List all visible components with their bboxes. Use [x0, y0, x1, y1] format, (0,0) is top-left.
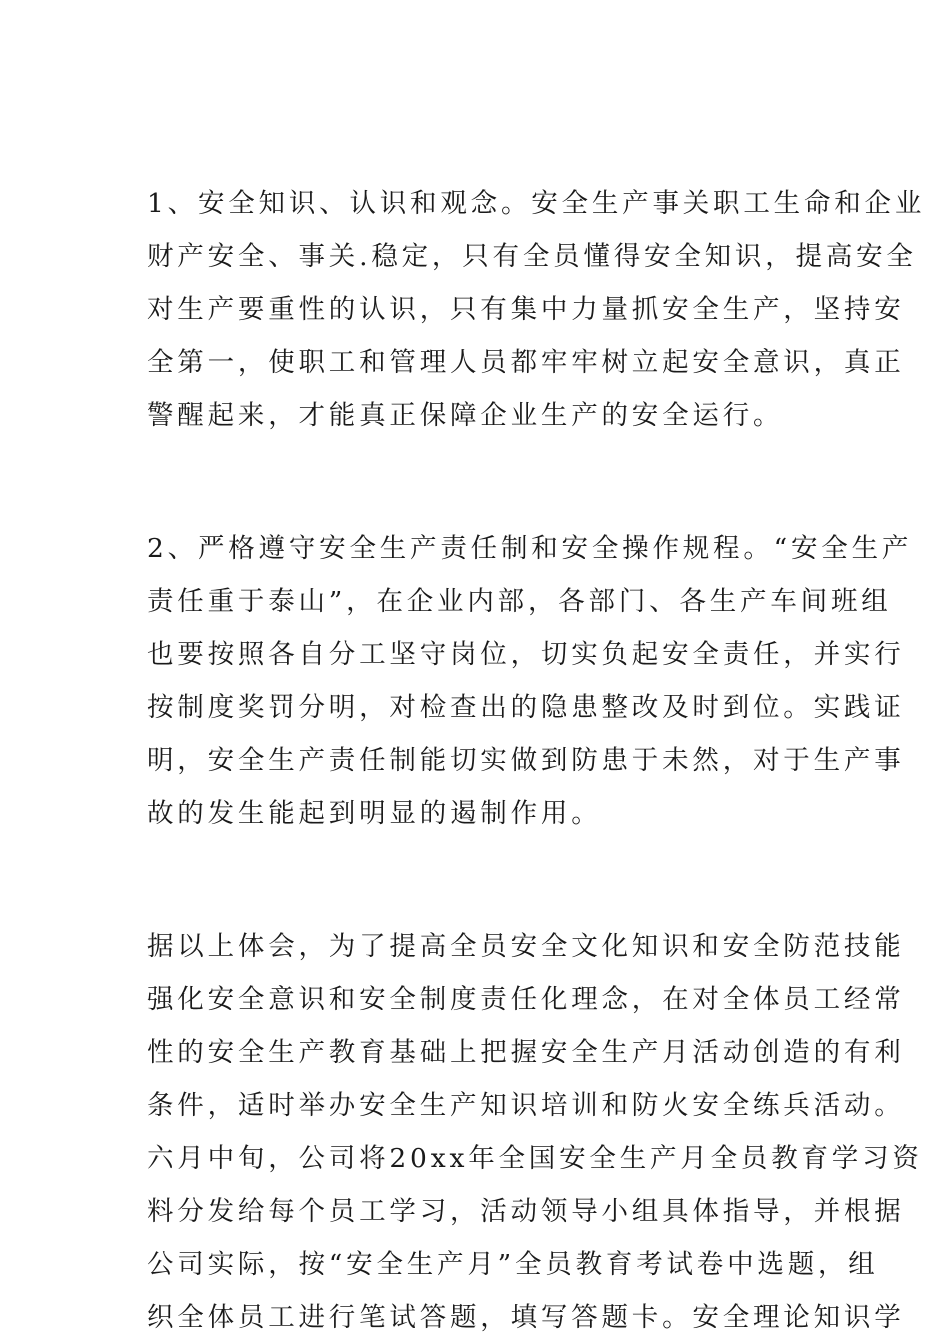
paragraph-line: 1、安全知识、认识和观念。安全生产事关职工生命和企业: [147, 188, 926, 219]
paragraph-line: 性的安全生产教育基础上把握安全生产月活动创造的有利: [147, 1037, 905, 1068]
paragraph-line: 强化安全意识和安全制度责任化理念，在对全体员工经常: [147, 984, 905, 1015]
paragraph-line: 织全体员工进行笔试答题，填写答题卡。安全理论知识学: [147, 1302, 905, 1333]
paragraph-line: 故的发生能起到明显的遏制作用。: [147, 798, 602, 829]
paragraph-line: 也要按照各自分工坚守岗位，切实负起安全责任，并实行: [147, 639, 905, 670]
paragraph-line: 全第一，使职工和管理人员都牢牢树立起安全意识，真正: [147, 347, 905, 378]
paragraph-line: 责任重于泰山”，在企业内部，各部门、各生产车间班组: [147, 586, 892, 617]
paragraph-2: [147, 522, 913, 840]
paragraph-line: 六月中旬，公司将20xx年全国安全生产月全员教育学习资: [147, 1143, 923, 1174]
paragraph-spacer: [147, 840, 807, 920]
paragraph-spacer: [147, 442, 807, 522]
paragraph-3: [147, 920, 923, 1344]
paragraph-line: 按制度奖罚分明，对检查出的隐患整改及时到位。实践证: [147, 692, 905, 723]
paragraph-line: 条件，适时举办安全生产知识培训和防火安全练兵活动。: [147, 1090, 905, 1121]
paragraph-line: 2、严格遵守安全生产责任制和安全操作规程。“安全生产: [147, 533, 913, 564]
paragraph-line: 公司实际，按“安全生产月”全员教育考试卷中选题，组: [147, 1249, 879, 1280]
document-body: [147, 177, 926, 1344]
paragraph-line: 明，安全生产责任制能切实做到防患于未然，对于生产事: [147, 745, 905, 776]
paragraph-line: 对生产要重性的认识，只有集中力量抓安全生产，坚持安: [147, 294, 905, 325]
paragraph-line: 警醒起来，才能真正保障企业生产的安全运行。: [147, 400, 784, 431]
paragraph-line: 据以上体会，为了提高全员安全文化知识和安全防范技能: [147, 931, 905, 962]
paragraph-1: [147, 177, 926, 442]
paragraph-line: 料分发给每个员工学习，活动领导小组具体指导，并根据: [147, 1196, 905, 1227]
paragraph-line: 财产安全、事关.稳定，只有全员懂得安全知识，提高安全: [147, 241, 917, 272]
